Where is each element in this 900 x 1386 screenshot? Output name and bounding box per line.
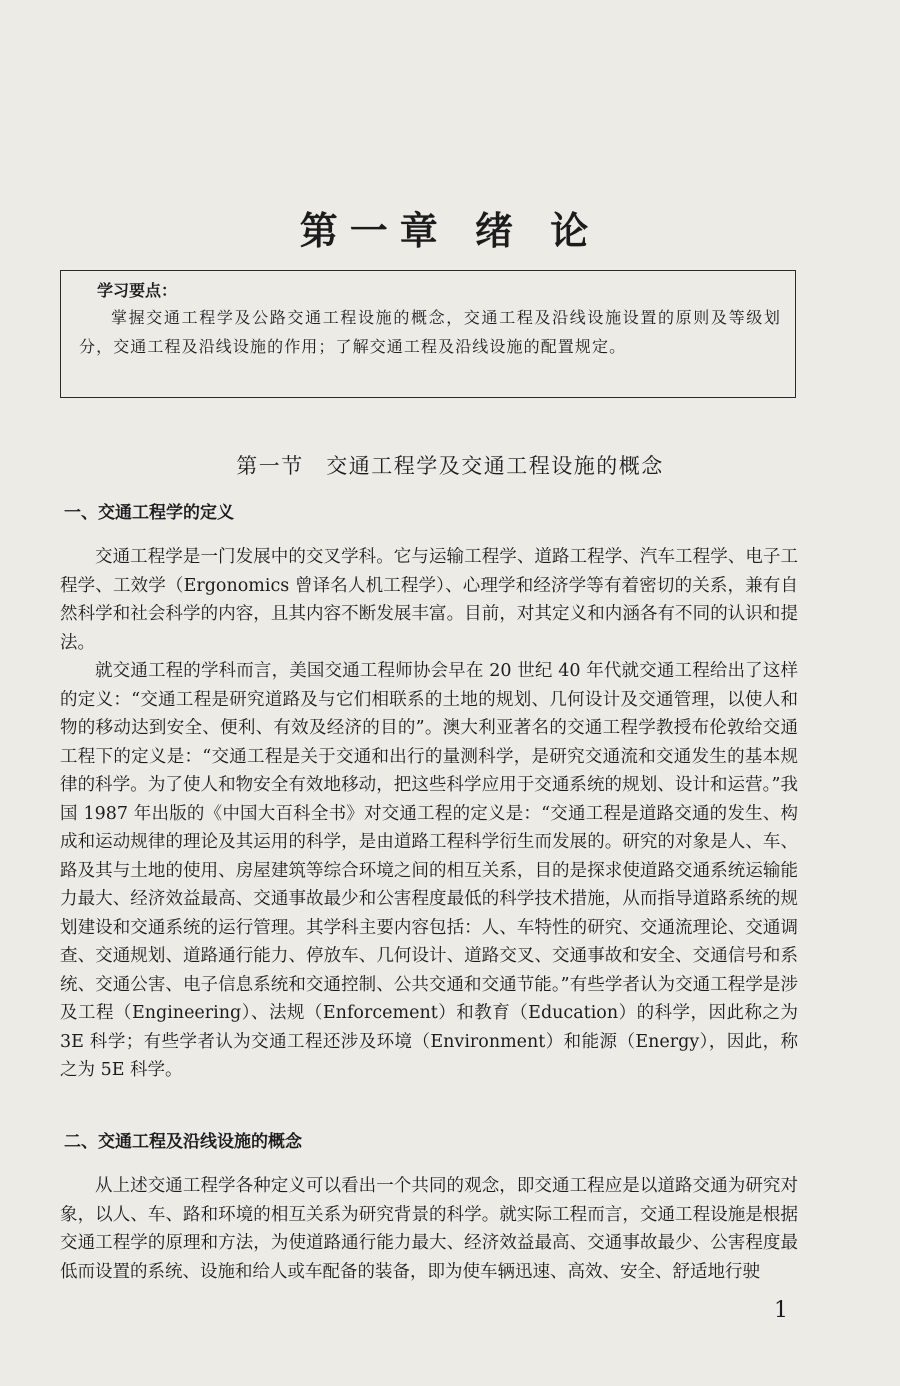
page-number: 1 bbox=[774, 1298, 788, 1323]
key-points-text: 掌握交通工程学及公路交通工程设施的概念，交通工程及沿线设施设置的原则及等级划分，交通工程及沿线设施的作用；了解交通工程及沿线设施的配置规定。 bbox=[79, 308, 781, 356]
key-points-heading: 学习要点： bbox=[97, 281, 178, 300]
subsection-heading-1: 一、交通工程学的定义 bbox=[64, 503, 234, 523]
paragraph-3: 从上述交通工程学各种定义可以看出一个共同的观念，即交通工程应是以道路交通为研究对象，以人、车、路和环境的相互关系为研究背景的科学。就实际工程而言，交通工程设施是根据交通工程学的原理和方法，为使道路通行能力最大、经济效益最高、交通事故最少、公害程度最低而设置的系统、设施和给人或车配备的装备，即为使车辆迅速、高效、安全、舒适地行驶 bbox=[60, 1176, 798, 1282]
key-points-box bbox=[60, 270, 796, 398]
chapter-title: 第一章 绪 论 bbox=[299, 209, 601, 253]
paragraph-2: 就交通工程的学科而言，美国交通工程师协会早在 20 世纪 40 年代就交通工程给出了这样的定义：“交通工程是研究道路及与它们相联系的土地的规划、几何设计及交通管理，以使人和物的移动达到安全、便利、有效及经济的目的”。澳大利亚著名的交通工程学教授布伦敦给交通工程下的定义是：“交通工程是关于交通和出行的量测科学，是研究交通流和交通发生的基本规律的科学。为了使人和物安全有效地移动，把这些科学应用于交通系统的规划、设计和运营。”我国 1987 年出版的《中国大百科全书》对交通工程的定义是：“交通工程是道路交通的发生、构成和运动规律的理论及其运用的科学，是由道路工程科学衍生而发展的。研究的对象是人、车、路及其与土地的使用、房屋建筑等综合环境之间的相互关系，目的是探求使道路交通系统运输能力最大、经济效益最高、交通事故最少和公害程度最低的科学技术措施，从而指导道路系统的规划建设和交通系统的运行管理。其学科主要内容包括：人、车特性的研究、交通流理论、交通调查、交通规划、道路通行能力、停放车、几何设计、道路交叉、交通事故和安全、交通信号和系统、交通公害、电子信息系统和交通控制、公共交通和交通节能。”有些学者认为交通工程学是涉及工程（Engineering）、法规（Enforcement）和教育（Education）的科学，因此称之为 3E 科学；有些学者认为交通工程还涉及环境（Environment）和能源（Energy），因此，称之为 5E 科学。 bbox=[60, 661, 798, 1080]
section-title: 第一节 交通工程学及交通工程设施的概念 bbox=[236, 454, 664, 478]
subsection-heading-2: 二、交通工程及沿线设施的概念 bbox=[64, 1132, 302, 1152]
paragraph-1: 交通工程学是一门发展中的交叉学科。它与运输工程学、道路工程学、汽车工程学、电子工程学、工效学（Ergonomics 曾译名人机工程学）、心理学和经济学等有着密切的关系，兼有自然科学和社会科学的内容，且其内容不断发展丰富。目前，对其定义和内涵各有不同的认识和提法。 bbox=[60, 547, 798, 653]
